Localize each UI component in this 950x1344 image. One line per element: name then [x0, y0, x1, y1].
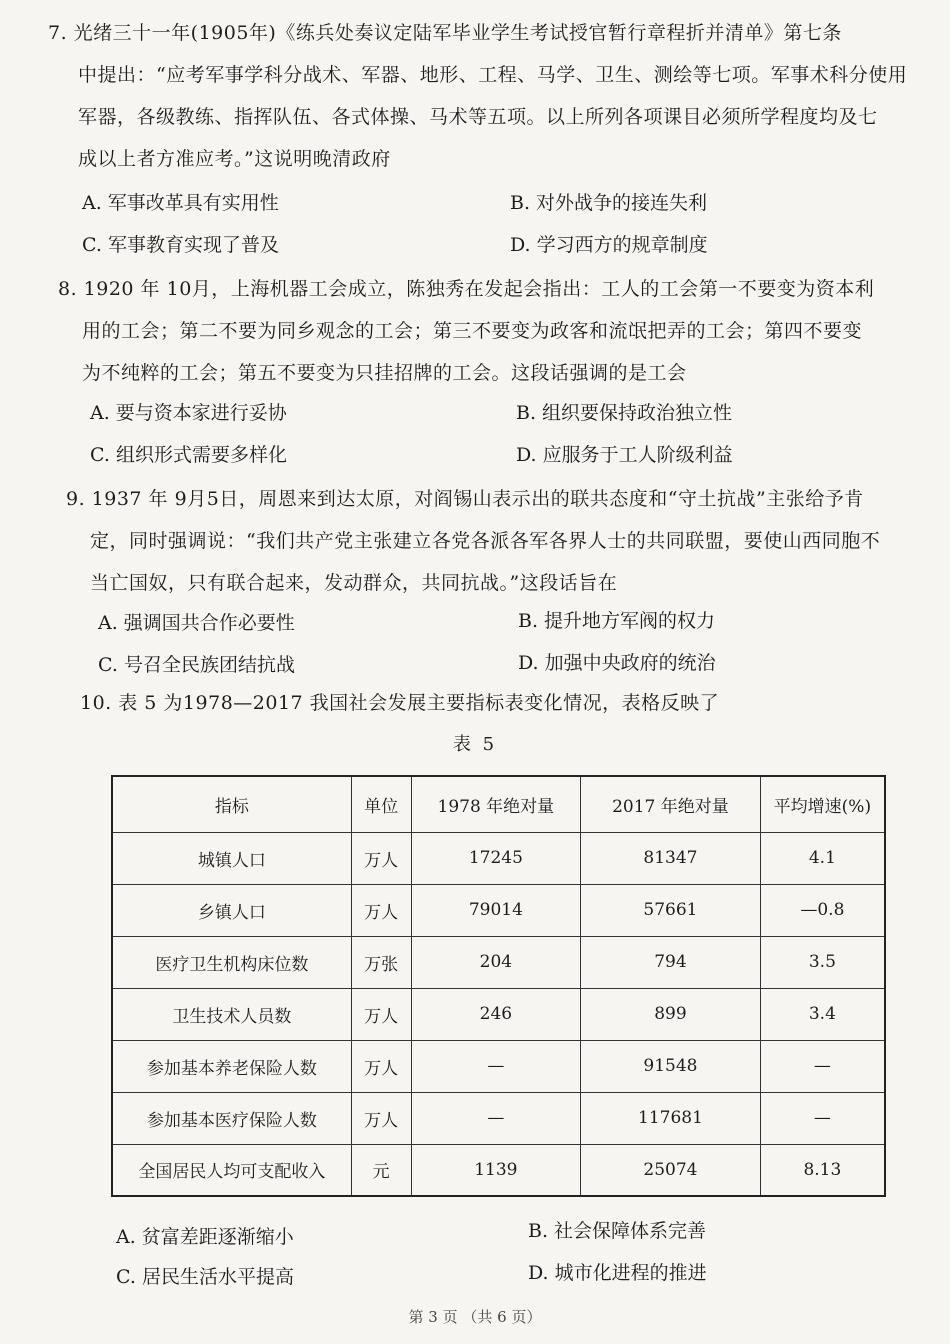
question-8-stem — [58, 268, 908, 394]
cell-indicator: 卫生技术人员数 — [112, 988, 351, 1040]
q8-line-2: 用的工会；第二不要为同乡观念的工会；第三不要变为政客和流氓把弄的工会；第四不要变 — [82, 320, 863, 342]
header-indicator: 指标 — [112, 776, 351, 832]
cell-1978: 246 — [411, 988, 581, 1040]
cell-1978: 204 — [411, 936, 581, 988]
page-footer: 第 3 页 （共 6 页） — [408, 1308, 542, 1326]
q10-option-b: B. 社会保障体系完善 — [528, 1220, 707, 1242]
cell-growth: —0.8 — [760, 884, 885, 936]
table-row — [112, 936, 885, 988]
cell-indicator: 医疗卫生机构床位数 — [112, 936, 351, 988]
cell-growth: — — [760, 1040, 885, 1092]
q10-option-d: D. 城市化进程的推进 — [528, 1262, 707, 1284]
question-7-stem — [48, 12, 908, 180]
q7-line-1: 7. 光绪三十一年(1905年)《练兵处奏议定陆军毕业学生考试授官暂行章程折并清单》第七条 — [48, 22, 842, 44]
cell-2017: 25074 — [581, 1144, 761, 1196]
cell-2017: 57661 — [581, 884, 761, 936]
q9-option-c: C. 号召全民族团结抗战 — [98, 654, 295, 676]
cell-unit: 万人 — [351, 988, 411, 1040]
cell-indicator: 城镇人口 — [112, 832, 351, 884]
q8-option-a: A. 要与资本家进行妥协 — [90, 402, 287, 424]
table-row — [112, 832, 885, 884]
table-row — [112, 988, 885, 1040]
q7-line-4: 成以上者方准应考。”这说明晚清政府 — [78, 148, 391, 170]
cell-unit: 万人 — [351, 832, 411, 884]
table-row — [112, 884, 885, 936]
cell-unit: 万人 — [351, 1092, 411, 1144]
cell-growth: — — [760, 1092, 885, 1144]
q8-option-d: D. 应服务于工人阶级利益 — [516, 444, 733, 466]
cell-2017: 117681 — [581, 1092, 761, 1144]
q8-line-3: 为不纯粹的工会；第五不要变为只挂招牌的工会。这段话强调的是工会 — [82, 362, 687, 384]
header-2017: 2017 年绝对量 — [581, 776, 761, 832]
header-growth: 平均增速(%) — [760, 776, 885, 832]
q9-line-2: 定，同时强调说：“我们共产党主张建立各党各派各军各界人士的共同联盟，要使山西同胞不 — [90, 530, 881, 552]
q8-option-b: B. 组织要保持政治独立性 — [516, 402, 733, 424]
q9-line-3: 当亡国奴，只有联合起来，发动群众，共同抗战。”这段话旨在 — [90, 572, 618, 594]
header-1978: 1978 年绝对量 — [411, 776, 581, 832]
cell-1978: 17245 — [411, 832, 581, 884]
table-row — [112, 1092, 885, 1144]
q10-option-a: A. 贫富差距逐渐缩小 — [116, 1226, 294, 1248]
cell-2017: 91548 — [581, 1040, 761, 1092]
q7-line-3: 军器，各级教练、指挥队伍、各式体操、马术等五项。以上所列各项课目必须所学程度均及七 — [78, 106, 878, 128]
cell-1978: 79014 — [411, 884, 581, 936]
table-row — [112, 1040, 885, 1092]
cell-indicator: 全国居民人均可支配收入 — [112, 1144, 351, 1196]
cell-2017: 81347 — [581, 832, 761, 884]
q7-option-b: B. 对外战争的接连失利 — [510, 192, 708, 214]
table-header-row — [112, 776, 885, 832]
q8-line-1: 8. 1920 年 10月，上海机器工会成立，陈独秀在发起会指出：工人的工会第一不要变为资本利 — [58, 278, 875, 300]
q7-line-2: 中提出：“应考军事学科分战术、军器、地形、工程、马学、卫生、测绘等七项。军事术科分使用 — [78, 64, 908, 86]
cell-unit: 元 — [351, 1144, 411, 1196]
cell-indicator: 乡镇人口 — [112, 884, 351, 936]
cell-indicator: 参加基本养老保险人数 — [112, 1040, 351, 1092]
cell-unit: 万人 — [351, 1040, 411, 1092]
cell-1978: — — [411, 1092, 581, 1144]
q9-option-d: D. 加强中央政府的统治 — [518, 652, 716, 674]
q7-option-d: D. 学习西方的规章制度 — [510, 234, 708, 256]
cell-growth: 3.4 — [760, 988, 885, 1040]
table-row — [112, 1144, 885, 1196]
cell-2017: 794 — [581, 936, 761, 988]
cell-1978: 1139 — [411, 1144, 581, 1196]
table-caption: 表 5 — [452, 734, 498, 755]
q7-option-a: A. 军事改革具有实用性 — [82, 192, 279, 214]
q9-line-1: 9. 1937 年 9月5日，周恩来到达太原，对阎锡山表示出的联共态度和“守土抗战”主张给予肯 — [66, 488, 864, 510]
cell-2017: 899 — [581, 988, 761, 1040]
cell-unit: 万张 — [351, 936, 411, 988]
cell-indicator: 参加基本医疗保险人数 — [112, 1092, 351, 1144]
header-unit: 单位 — [351, 776, 411, 832]
question-10-stem: 10. 表 5 为1978—2017 我国社会发展主要指标表变化情况，表格反映了 — [80, 692, 720, 714]
q9-option-b: B. 提升地方军阀的权力 — [518, 610, 716, 632]
cell-growth: 8.13 — [760, 1144, 885, 1196]
cell-growth: 4.1 — [760, 832, 885, 884]
q7-option-c: C. 军事教育实现了普及 — [82, 234, 279, 256]
indicator-table — [111, 775, 886, 1197]
cell-unit: 万人 — [351, 884, 411, 936]
q10-option-c: C. 居民生活水平提高 — [116, 1266, 294, 1288]
q9-option-a: A. 强调国共合作必要性 — [98, 612, 295, 634]
q8-option-c: C. 组织形式需要多样化 — [90, 444, 287, 466]
cell-growth: 3.5 — [760, 936, 885, 988]
cell-1978: — — [411, 1040, 581, 1092]
question-9-stem — [66, 478, 916, 604]
